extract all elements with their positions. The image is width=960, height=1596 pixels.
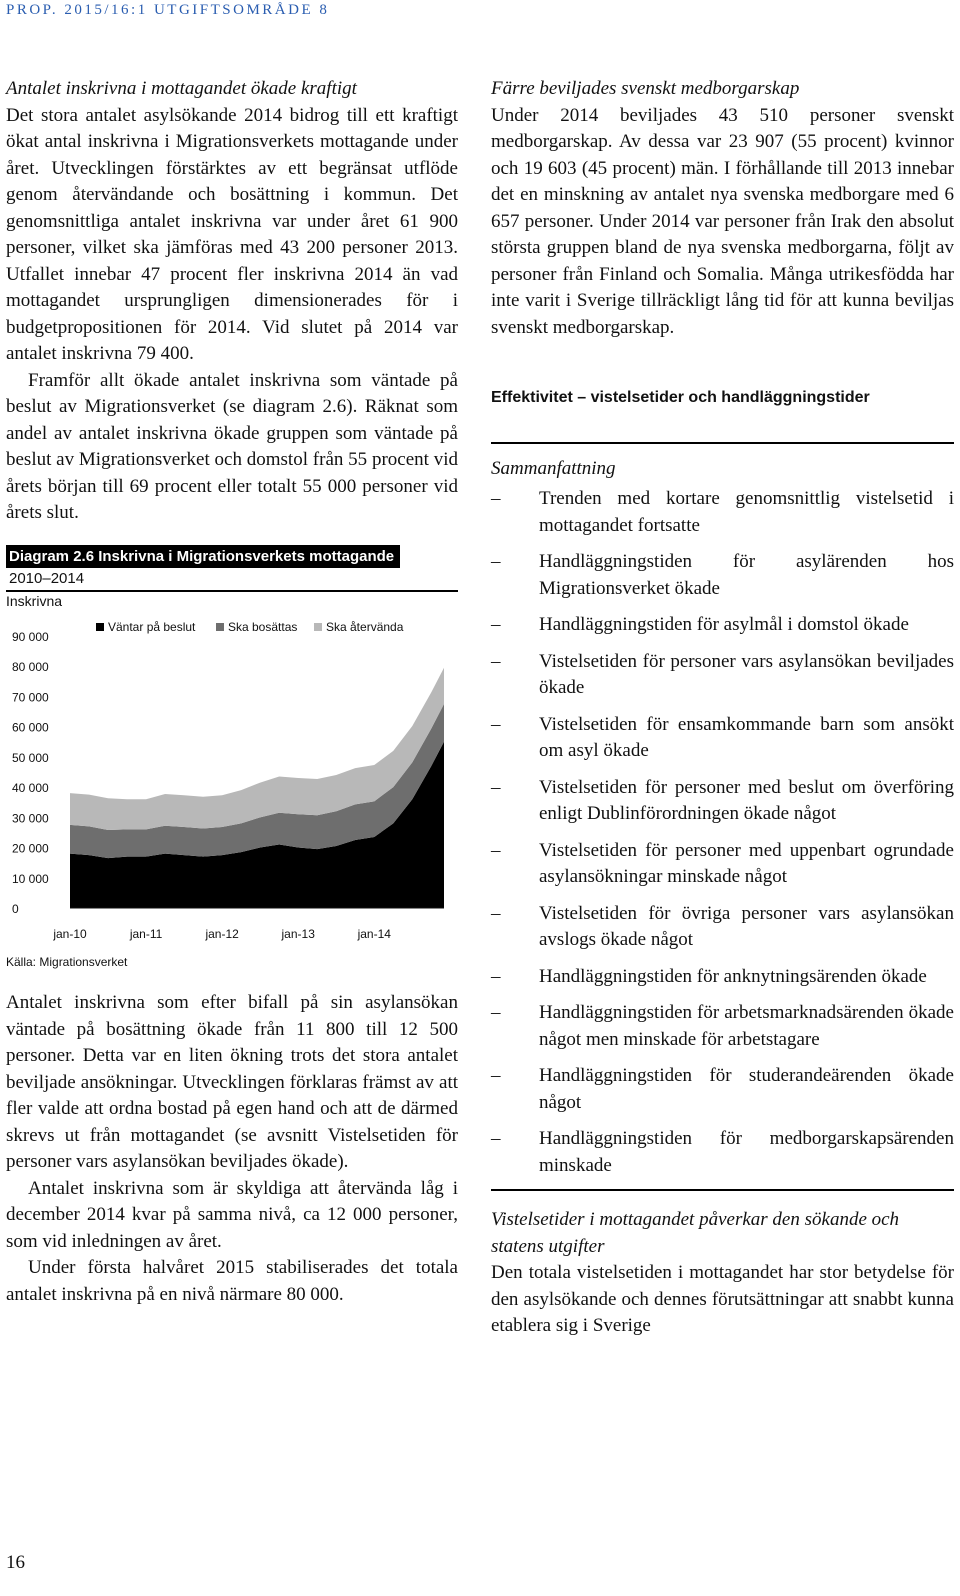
x-tick-label: jan-10 — [53, 927, 87, 941]
x-tick-label: jan-11 — [129, 927, 163, 941]
x-tick-label: jan-12 — [205, 927, 239, 941]
section-title: Effektivitet – vistelsetider och handläggningstider — [491, 389, 870, 406]
y-tick-label: 40 000 — [12, 781, 49, 796]
y-tick-label: 20 000 — [12, 841, 49, 856]
section-subheading: Vistelsetider i mottagandet påverkar den sökande och statens utgifter — [491, 1209, 900, 1257]
summary-item: – Handläggningstiden för medborgarskapsärenden minskade — [491, 1126, 954, 1179]
legend-label: Ska bosättas — [228, 620, 298, 634]
summary-item: – Handläggningstiden för arbetsmarknadsärenden ökade något men minskade för arbetstagare — [491, 1000, 954, 1053]
x-tick-label: jan-13 — [281, 927, 315, 941]
legend-swatch — [216, 623, 224, 631]
legend-label: Väntar på beslut — [108, 620, 196, 634]
x-tick-label: jan-14 — [357, 927, 391, 941]
y-tick-label: 30 000 — [12, 811, 49, 826]
summary-item: – Handläggningstiden för studerandeärenden ökade något — [491, 1063, 954, 1116]
summary-item: – Vistelsetiden för personer med beslut om överföring enligt Dublinförordningen ökade något — [491, 775, 954, 828]
running-header: PROP. 2015/16:1 UTGIFTSOMRÅDE 8 — [6, 2, 330, 18]
summary-item: – Handläggningstiden för asylärenden hos Migrationsverket ökade — [491, 549, 954, 602]
chart-title-years: 2010–2014 — [6, 569, 458, 592]
y-axis-label: Inskrivna — [6, 593, 63, 609]
summary-list — [491, 486, 954, 1179]
summary-item: – Handläggningstiden för asylmål i domstol ökade — [491, 612, 954, 639]
summary-item: – Handläggningstiden för anknytningsärenden ökade — [491, 964, 954, 991]
summary-item: – Vistelsetiden för personer vars asylansökan beviljades ökade — [491, 649, 954, 702]
diagram-2-6 — [6, 543, 458, 973]
summary-item: – Vistelsetiden för övriga personer vars asylansökan avslogs ökade något — [491, 901, 954, 954]
left-column — [6, 76, 458, 1308]
y-tick-label: 10 000 — [12, 871, 49, 886]
y-tick-label: 90 000 — [12, 630, 49, 644]
body-paragraph: Framför allt ökade antalet inskrivna som väntade på beslut av Migrationsverket (se diagram 2.6). Räknat som andel av antalet inskrivna ökade gruppen som väntade på beslut av Migrationsverket och domstol från 55 procent vid årets början till 69 procent eller totalt 55 000 personer vid årets slut. — [6, 369, 458, 523]
summary-item: – Trenden med kortare genomsnittlig vistelsetid i mottagandet fortsatte — [491, 486, 954, 539]
section-subheading: Antalet inskrivna i mottagandet ökade kraftigt — [6, 78, 357, 99]
legend-swatch — [314, 623, 322, 631]
legend-swatch — [96, 623, 104, 631]
right-column — [491, 76, 954, 1340]
chart-source: Källa: Migrationsverket — [6, 955, 128, 969]
body-paragraph: Under 2014 beviljades 43 510 personer svenskt medborgarskap. Av dessa var 23 907 (55 procent) kvinnor och 19 603 (45 procent) män. I förhållande till 2013 innebar det en minskning av antalet nya svenska medborgare med 6 657 personer. Under 2014 var personer från Irak den absolut största gruppen bland de nya svenska medborgarna, följt av personer från Finland och Somalia. Många utrikesfödda har inte varit i Sverige tillräckligt lång tid för att kunna beviljas svenskt medborgarskap. — [491, 104, 954, 338]
body-paragraph: Det stora antalet asylsökande 2014 bidrog till ett kraftigt ökat antal inskrivna i Migrationsverkets mottagande under året. Utvecklingen förstärktes av ett begränsat utflöde genom återvändande och bosättning i kommun. Det genomsnittliga antalet inskrivna var under året 61 900 personer, vilket ska jämföras med 43 200 personer 2013. Utfallet innebar 47 procent fler inskrivna 2014 än vad mottagandet ursprungligen dimensionerades för i budgetpropositionen för 2014. Vid slutet på 2014 var antalet inskrivna 79 400. — [6, 104, 458, 364]
y-tick-label: 60 000 — [12, 720, 49, 735]
page-number: 16 — [6, 1552, 25, 1573]
y-tick-label: 0 — [12, 902, 19, 916]
body-paragraph: Antalet inskrivna som är skyldiga att återvända låg i december 2014 kvar på samma nivå, ca 12 000 personer, som vid inledningen av året. — [6, 1177, 458, 1252]
y-tick-label: 80 000 — [12, 660, 49, 675]
summary-box — [491, 442, 954, 1180]
y-tick-label: 70 000 — [12, 690, 49, 705]
area-chart — [6, 592, 458, 972]
summary-item: – Vistelsetiden för ensamkommande barn som ansökt om asyl ökade — [491, 712, 954, 765]
y-tick-label: 50 000 — [12, 750, 49, 765]
summary-heading: Sammanfattning — [491, 457, 616, 479]
body-paragraph: Den totala vistelsetiden i mottagandet har stor betydelse för den asylsökande och dennes förutsättningar att snabbt kunna etablera sig i Sverige — [491, 1262, 954, 1336]
chart-title: Diagram 2.6 Inskrivna i Migrationsverkets mottagande — [6, 545, 400, 568]
body-paragraph: Under första halvåret 2015 stabiliserades det totala antalet inskrivna på en nivå närmare 80 000. — [6, 1257, 458, 1305]
section-subheading: Färre beviljades svenskt medborgarskap — [491, 78, 800, 99]
body-paragraph: Antalet inskrivna som efter bifall på sin asylansökan väntade på bosättning ökade från 11 800 till 12 500 personer. Detta var en liten ökning trots det stora antalet beviljade ansökningar. Utvecklingen förklaras främst av att fler valde att ordna bostad på egen hand och att de därmed skrevs ut från mottagandet (se avsnitt Vistelsetiden för personer vars asylansökan beviljades ökade). — [6, 992, 458, 1172]
summary-divider — [491, 1189, 954, 1191]
legend-label: Ska återvända — [326, 620, 404, 634]
summary-item: – Vistelsetiden för personer med uppenbart ogrundade asylansökningar minskade något — [491, 838, 954, 891]
